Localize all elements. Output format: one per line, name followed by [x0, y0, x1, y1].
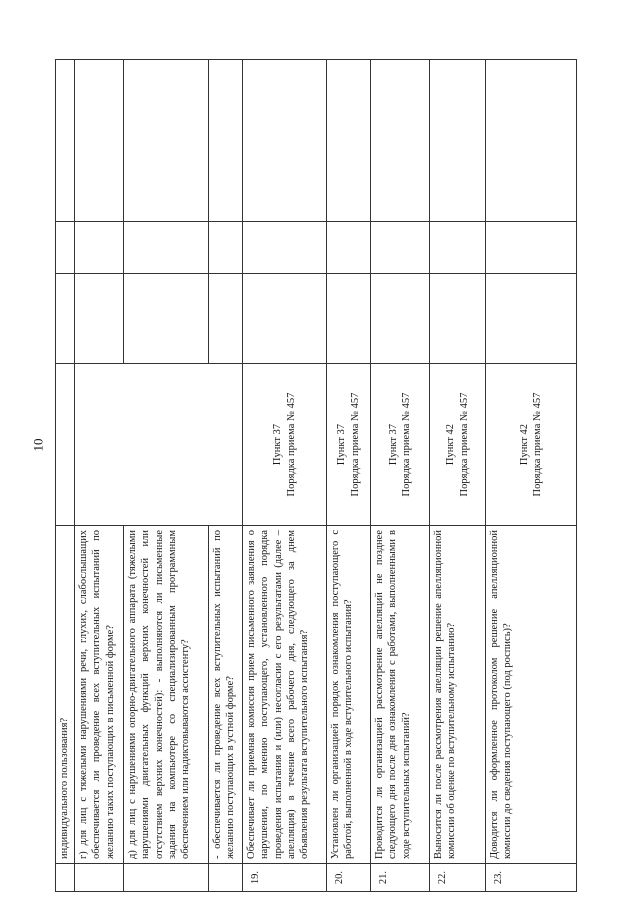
question-text: Установлен ли организацией порядок ознакомления поступающего с работой, выполненной в ходе вступительного испытания? [327, 526, 371, 864]
note-cell [56, 60, 75, 222]
table-row [243, 60, 327, 892]
answer-cell [327, 274, 371, 364]
row-number: 23. [486, 864, 577, 892]
note-cell [209, 60, 243, 222]
note-cell [371, 60, 430, 222]
row-number: 21. [371, 864, 430, 892]
answer-cell [124, 222, 209, 274]
answer-cell [371, 274, 430, 364]
reference-document: Порядка приема № 457 [349, 392, 361, 497]
note-cell [243, 60, 327, 222]
reference-point: Пункт 37 [387, 423, 399, 466]
answer-cell [327, 222, 371, 274]
reference-document: Порядка приема № 457 [285, 392, 297, 497]
row-number: 22. [430, 864, 486, 892]
answer-cell [243, 274, 327, 364]
question-text: д) для лиц с нарушениями опорно-двигательного аппарата (тяжелыми нарушениями двигательных функций верхних конечностей или отсутствием верхних конечностей): - выполняются ли письменные задания на компьютере со специализированным программным обеспечением или надиктовываются ассистенту? [124, 526, 209, 864]
answer-cell [209, 222, 243, 274]
table-row [430, 60, 486, 892]
table-row [486, 60, 577, 892]
note-cell [327, 60, 371, 222]
reference-document: Порядка приема № 457 [458, 392, 470, 497]
reference-document: Порядка приема № 457 [532, 392, 543, 497]
legal-reference [371, 364, 430, 526]
question-text: Выносится ли после рассмотрения апелляции решение апелляционной комиссии об оценке по вступительному испытанию? [430, 526, 486, 864]
question-text: Доводится ли оформленное протоколом решение апелляционной комиссии до сведения поступающего (под роспись)? [486, 526, 577, 864]
page-number: 10 [30, 438, 46, 452]
question-text: Обеспечивает ли приемная комиссия прием письменного заявления о нарушении, по мнению поступающего, установленного порядка проведения испытания и (или) несогласии с его результатами (далее – апелляция) в течение всего рабочего дня, следующего за днем объявления результата вступительного испытания? [243, 526, 327, 864]
row-number: 19. [243, 864, 327, 892]
note-cell [75, 60, 124, 222]
question-text: г) для лиц с тяжелыми нарушениями речи, глухих, слабослышащих обеспечивается ли проведение всех вступительных испытаний по желанию таких поступающих в письменной форме? [75, 526, 124, 864]
note-cell [486, 60, 577, 222]
question-text: Проводится ли организацией рассмотрение апелляций не позднее следующего дня после дня ознакомления с работами, выполненными в ходе вступительных испытаний? [371, 526, 430, 864]
question-text: - обеспечивается ли проведение всех вступительных испытаний по желанию поступающих в устной форме? [209, 526, 243, 864]
reference-point: Пункт 37 [272, 423, 284, 466]
table-row [371, 60, 430, 892]
rotated-table-wrapper [55, 60, 576, 892]
reference-point: Пункт 37 [336, 423, 348, 466]
table-row [56, 60, 75, 892]
answer-cell [430, 222, 486, 274]
question-text: индивидуального пользования? [56, 526, 75, 864]
answer-cell [209, 274, 243, 364]
table-row [327, 60, 371, 892]
legal-reference [243, 364, 327, 526]
answer-cell [486, 222, 577, 274]
row-number [209, 864, 243, 892]
answer-cell [75, 222, 124, 274]
answer-cell [124, 274, 209, 364]
answer-cell [486, 274, 577, 364]
answer-cell [75, 274, 124, 364]
legal-reference [56, 364, 75, 526]
reference-point: Пункт 42 [518, 423, 530, 466]
reference-document: Порядка приема № 457 [401, 392, 412, 497]
answer-cell [430, 274, 486, 364]
note-cell [430, 60, 486, 222]
table-row [75, 60, 124, 892]
answer-cell [371, 222, 430, 274]
legal-reference [486, 364, 577, 526]
row-number [124, 864, 209, 892]
answer-cell [56, 274, 75, 364]
row-number [75, 864, 124, 892]
row-number: 20. [327, 864, 371, 892]
answer-cell [56, 222, 75, 274]
legal-reference [327, 364, 371, 526]
legal-reference [430, 364, 486, 526]
row-number [56, 864, 75, 892]
checklist-table [55, 59, 577, 892]
reference-point: Пункт 42 [445, 423, 457, 466]
legal-reference [75, 364, 243, 526]
note-cell [124, 60, 209, 222]
answer-cell [243, 222, 327, 274]
